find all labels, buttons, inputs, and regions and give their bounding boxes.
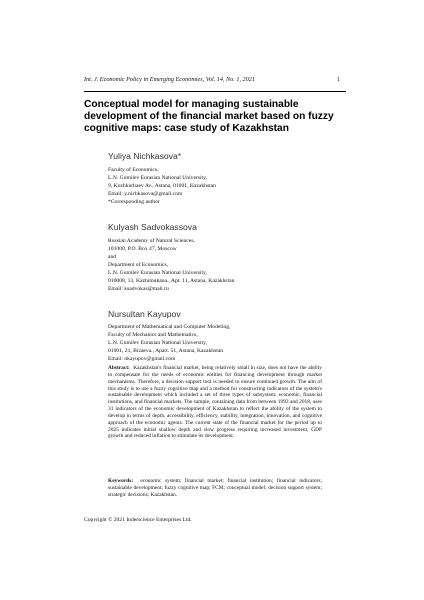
abstract (108, 365, 322, 440)
running-header: Int. J. Economic Policy in Emerging Economies, Vol. 14, No. 1, 2021 (84, 76, 255, 83)
header-rule (84, 91, 346, 92)
author-name: Yuliya Nichkasova* (108, 151, 182, 161)
author-name: Kulyash Sadvokassova (108, 222, 197, 232)
paper-title: Conceptual model for managing sustainable development of the financial market based on fuzzy cognitive maps: case study of Kazakhstan (84, 99, 334, 134)
author-email[interactable]: Email: ksadvokas@mail.ru (108, 286, 169, 292)
abstract-label: Abstract: (108, 365, 130, 371)
author-name: Nursultan Kayupov (108, 309, 181, 319)
author-email[interactable]: Email: y.nichkasova@gmail.com (108, 191, 183, 197)
keywords-label: Keywords: (108, 478, 134, 484)
affiliation-line: and (108, 254, 117, 260)
affiliation-line: 101000, P.O. Box 47, Moscow (108, 246, 177, 252)
author-affiliation (108, 166, 338, 206)
page-number: 1 (337, 76, 341, 83)
keywords (108, 478, 322, 499)
affiliation-line: 01001, 21, Bizaeva., Apart. 51, Astana, Kazakhstan (108, 348, 224, 354)
affiliation-line: Faculty of Mechanics and Mathematics, (108, 332, 198, 338)
affiliation-line: 010008, 13, Kazhimukana., Apt. 11, Astana, Kazakhstan (108, 278, 235, 284)
affiliation-line: Faculty of Economics, (108, 167, 159, 173)
affiliation-line: Russian Academy of Natural Sciences, (108, 238, 195, 244)
corresponding-note: *Corresponding author (108, 199, 160, 205)
copyright-notice: Copyright © 2021 Inderscience Enterprises Ltd. (84, 517, 192, 523)
keywords-text: economic system; financial market; financial institution; financial indicators; sustainable development; fuzzy cognitive map; FCM; conceptual model; decision support system; strategic decisions; Kazakhstan. (108, 478, 322, 498)
abstract-text: Kazakhstan's financial market, being relatively small in size, does not have the ability to compensate for the needs of economic entities for financing development through market mechanisms. Therefore, a decision support tool is needed to ensure continued growth. The aim of this study is to use a fuzzy cognitive map and a method for constructing indicators of the system's sustainable development which included a set of three types of subsystem: economic, financial institutions, and financial markets. The sample, containing data from between 1993 and 2018, uses 31 indicators of the economic development of Kazakhstan to reflect the ability of the system to develop in terms of depth, accessibility, efficiency, stability, integration, innovation, and cognitive approach of the economic agents. The current state of the financial market for the period up to 2025 indicates initial shallow depth and slow progress requiring increased investment, GDP growth and reduced inflation to stimulate its development. (108, 365, 322, 440)
affiliation-line: 9, Kozhkurbaev Av., Astana, 01001, Kazakhstan (108, 183, 216, 189)
author-email[interactable]: Email: nkayupov@gmail.com (108, 356, 176, 362)
affiliation-line: L.N. Gumilev Eurasian National University, (108, 340, 207, 346)
author-affiliation (108, 323, 338, 363)
affiliation-line: Department of Economics, (108, 262, 169, 268)
affiliation-line: L.N. Gumilev Eurasian National University, (108, 175, 207, 181)
affiliation-line: Department of Mathematical and Computer Modeling, (108, 324, 231, 330)
author-affiliation (108, 237, 338, 293)
affiliation-line: L.N. Gumilev Eurasian National University, (108, 270, 207, 276)
